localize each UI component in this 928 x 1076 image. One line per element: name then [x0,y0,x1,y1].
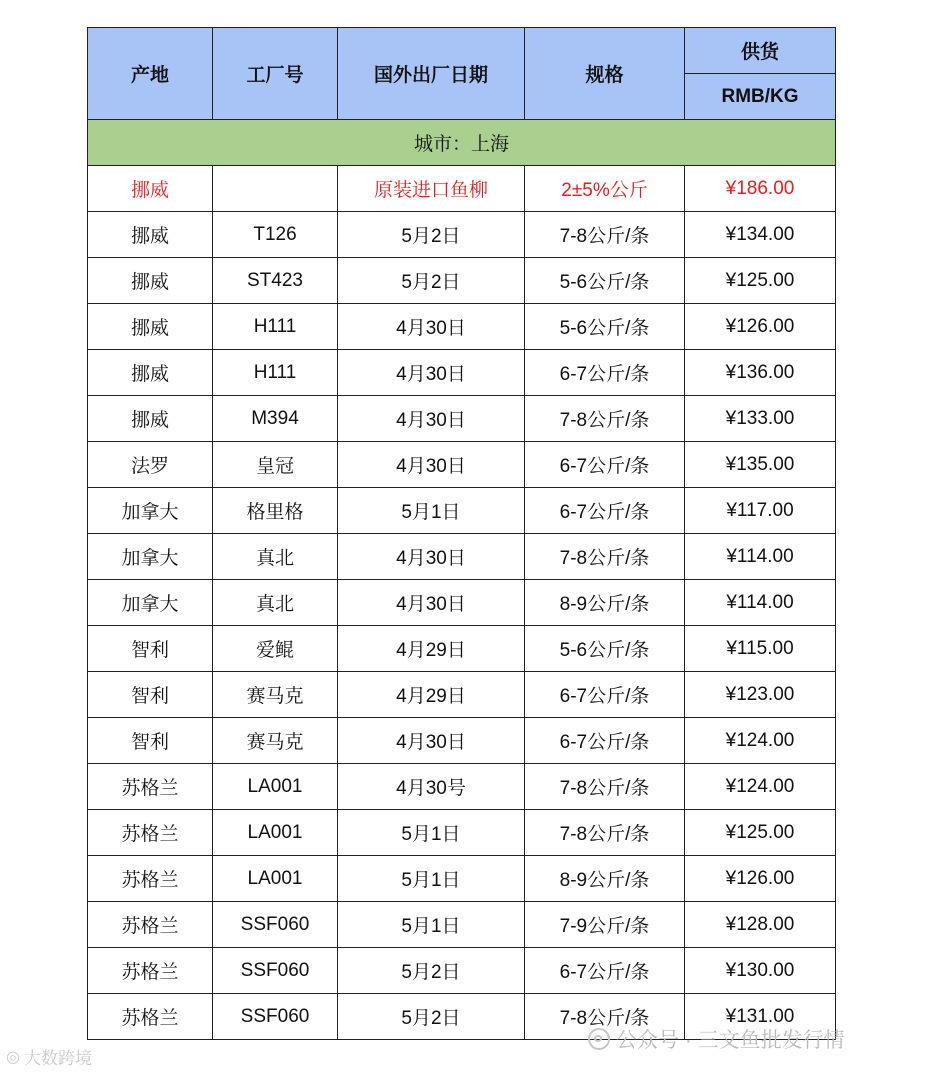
cell-origin: 加拿大 [88,534,213,580]
cell-price: ¥135.00 [685,442,836,488]
special-row [88,166,836,212]
price-table [87,27,836,1040]
cell-origin: 苏格兰 [88,948,213,994]
cell-price: ¥136.00 [685,350,836,396]
header-unit: RMB/KG [685,74,836,120]
table-row [88,948,836,994]
cell-origin: 苏格兰 [88,856,213,902]
cell-price: ¥126.00 [685,856,836,902]
table-row [88,534,836,580]
cell-origin: 加拿大 [88,488,213,534]
cell-spec: 5-6公斤/条 [525,304,685,350]
cell-spec: 7-9公斤/条 [525,902,685,948]
cell-origin: 挪威 [88,396,213,442]
table-row [88,442,836,488]
cell-date: 4月30日 [338,718,525,764]
table-row [88,396,836,442]
cell-origin: 苏格兰 [88,994,213,1040]
cell-price: ¥114.00 [685,580,836,626]
cell-spec: 7-8公斤/条 [525,212,685,258]
cell-origin: 挪威 [88,166,213,212]
table-row [88,718,836,764]
cell-date: 5月2日 [338,212,525,258]
cell-origin: 法罗 [88,442,213,488]
cell-date: 5月1日 [338,488,525,534]
cell-price: ¥125.00 [685,810,836,856]
cell-price: ¥123.00 [685,672,836,718]
cell-factory: 真北 [213,580,338,626]
table-row [88,626,836,672]
table-row [88,258,836,304]
cell-date: 5月2日 [338,994,525,1040]
cell-price: ¥128.00 [685,902,836,948]
city-label: 城市：上海 [88,120,836,166]
table-row [88,764,836,810]
cell-factory: 赛马克 [213,672,338,718]
cell-origin: 智利 [88,626,213,672]
cell-price: ¥186.00 [685,166,836,212]
cell-spec: 7-8公斤/条 [525,810,685,856]
header-factory: 工厂号 [213,28,338,120]
watermark [588,1024,845,1054]
cell-origin: 智利 [88,672,213,718]
cell-spec: 7-8公斤/条 [525,764,685,810]
cell-date: 5月1日 [338,810,525,856]
cell-factory: SSF060 [213,948,338,994]
cell-date: 4月30日 [338,580,525,626]
cell-origin: 加拿大 [88,580,213,626]
cell-origin: 苏格兰 [88,902,213,948]
cell-spec: 5-6公斤/条 [525,258,685,304]
cell-date: 4月30日 [338,304,525,350]
cell-date: 5月1日 [338,856,525,902]
cell-price: ¥126.00 [685,304,836,350]
cell-factory: LA001 [213,810,338,856]
cell-price: ¥124.00 [685,764,836,810]
cell-price: ¥134.00 [685,212,836,258]
cell-date: 4月30号 [338,764,525,810]
header-date: 国外出厂日期 [338,28,525,120]
cell-factory: M394 [213,396,338,442]
cell-factory: 赛马克 [213,718,338,764]
wechat-icon [588,1028,610,1050]
cell-origin: 智利 [88,718,213,764]
cell-origin: 挪威 [88,258,213,304]
cell-spec: 6-7公斤/条 [525,718,685,764]
cell-price: ¥124.00 [685,718,836,764]
cell-spec: 5-6公斤/条 [525,626,685,672]
cell-spec: 8-9公斤/条 [525,580,685,626]
table-row [88,902,836,948]
cell-factory: LA001 [213,856,338,902]
table-row [88,672,836,718]
cell-spec: 6-7公斤/条 [525,672,685,718]
cell-factory: 真北 [213,534,338,580]
cell-factory: 皇冠 [213,442,338,488]
cell-price: ¥130.00 [685,948,836,994]
cell-date: 4月30日 [338,534,525,580]
cell-date: 原装进口鱼柳 [338,166,525,212]
cell-date: 4月30日 [338,396,525,442]
cell-price: ¥125.00 [685,258,836,304]
cell-origin: 苏格兰 [88,764,213,810]
corner-watermark [6,1044,92,1069]
cell-spec: 6-7公斤/条 [525,488,685,534]
cell-price: ¥115.00 [685,626,836,672]
cell-spec: 2±5%公斤 [525,166,685,212]
cell-origin: 挪威 [88,350,213,396]
cell-date: 4月29日 [338,626,525,672]
table-row [88,212,836,258]
table-body [88,120,836,1040]
table-row [88,488,836,534]
table-row [88,856,836,902]
city-row [88,120,836,166]
cell-spec: 7-8公斤/条 [525,396,685,442]
cell-price: ¥114.00 [685,534,836,580]
cell-spec: 7-8公斤/条 [525,534,685,580]
table-row [88,810,836,856]
watermark-text: 公众号 · 三文鱼批发行情 [616,1029,845,1052]
cell-price: ¥133.00 [685,396,836,442]
table-row [88,350,836,396]
cell-factory: 爱鲲 [213,626,338,672]
header-origin: 产地 [88,28,213,120]
corner-watermark-text: 大数跨境 [23,1049,92,1068]
cell-price: ¥117.00 [685,488,836,534]
header-supply: 供货 [685,28,836,74]
cell-date: 4月30日 [338,442,525,488]
cell-date: 5月2日 [338,948,525,994]
cell-factory: SSF060 [213,902,338,948]
table-row [88,304,836,350]
cell-date: 5月1日 [338,902,525,948]
cell-factory: H111 [213,350,338,396]
cell-date: 5月2日 [338,258,525,304]
cell-spec: 6-7公斤/条 [525,442,685,488]
cell-factory: T126 [213,212,338,258]
cell-factory: ST423 [213,258,338,304]
header-spec: 规格 [525,28,685,120]
table-row [88,580,836,626]
cell-origin: 挪威 [88,304,213,350]
cell-origin: 苏格兰 [88,810,213,856]
cell-factory: H111 [213,304,338,350]
cell-spec: 6-7公斤/条 [525,350,685,396]
cell-price: ¥131.00 [685,994,836,1040]
cell-spec: 7-8公斤/条 [525,994,685,1040]
brand-logo-icon: ◎ [6,1048,20,1066]
cell-spec: 6-7公斤/条 [525,948,685,994]
cell-factory: 格里格 [213,488,338,534]
cell-factory: SSF060 [213,994,338,1040]
cell-origin: 挪威 [88,212,213,258]
cell-spec: 8-9公斤/条 [525,856,685,902]
cell-factory [213,166,338,212]
cell-date: 4月29日 [338,672,525,718]
cell-date: 4月30日 [338,350,525,396]
cell-factory: LA001 [213,764,338,810]
